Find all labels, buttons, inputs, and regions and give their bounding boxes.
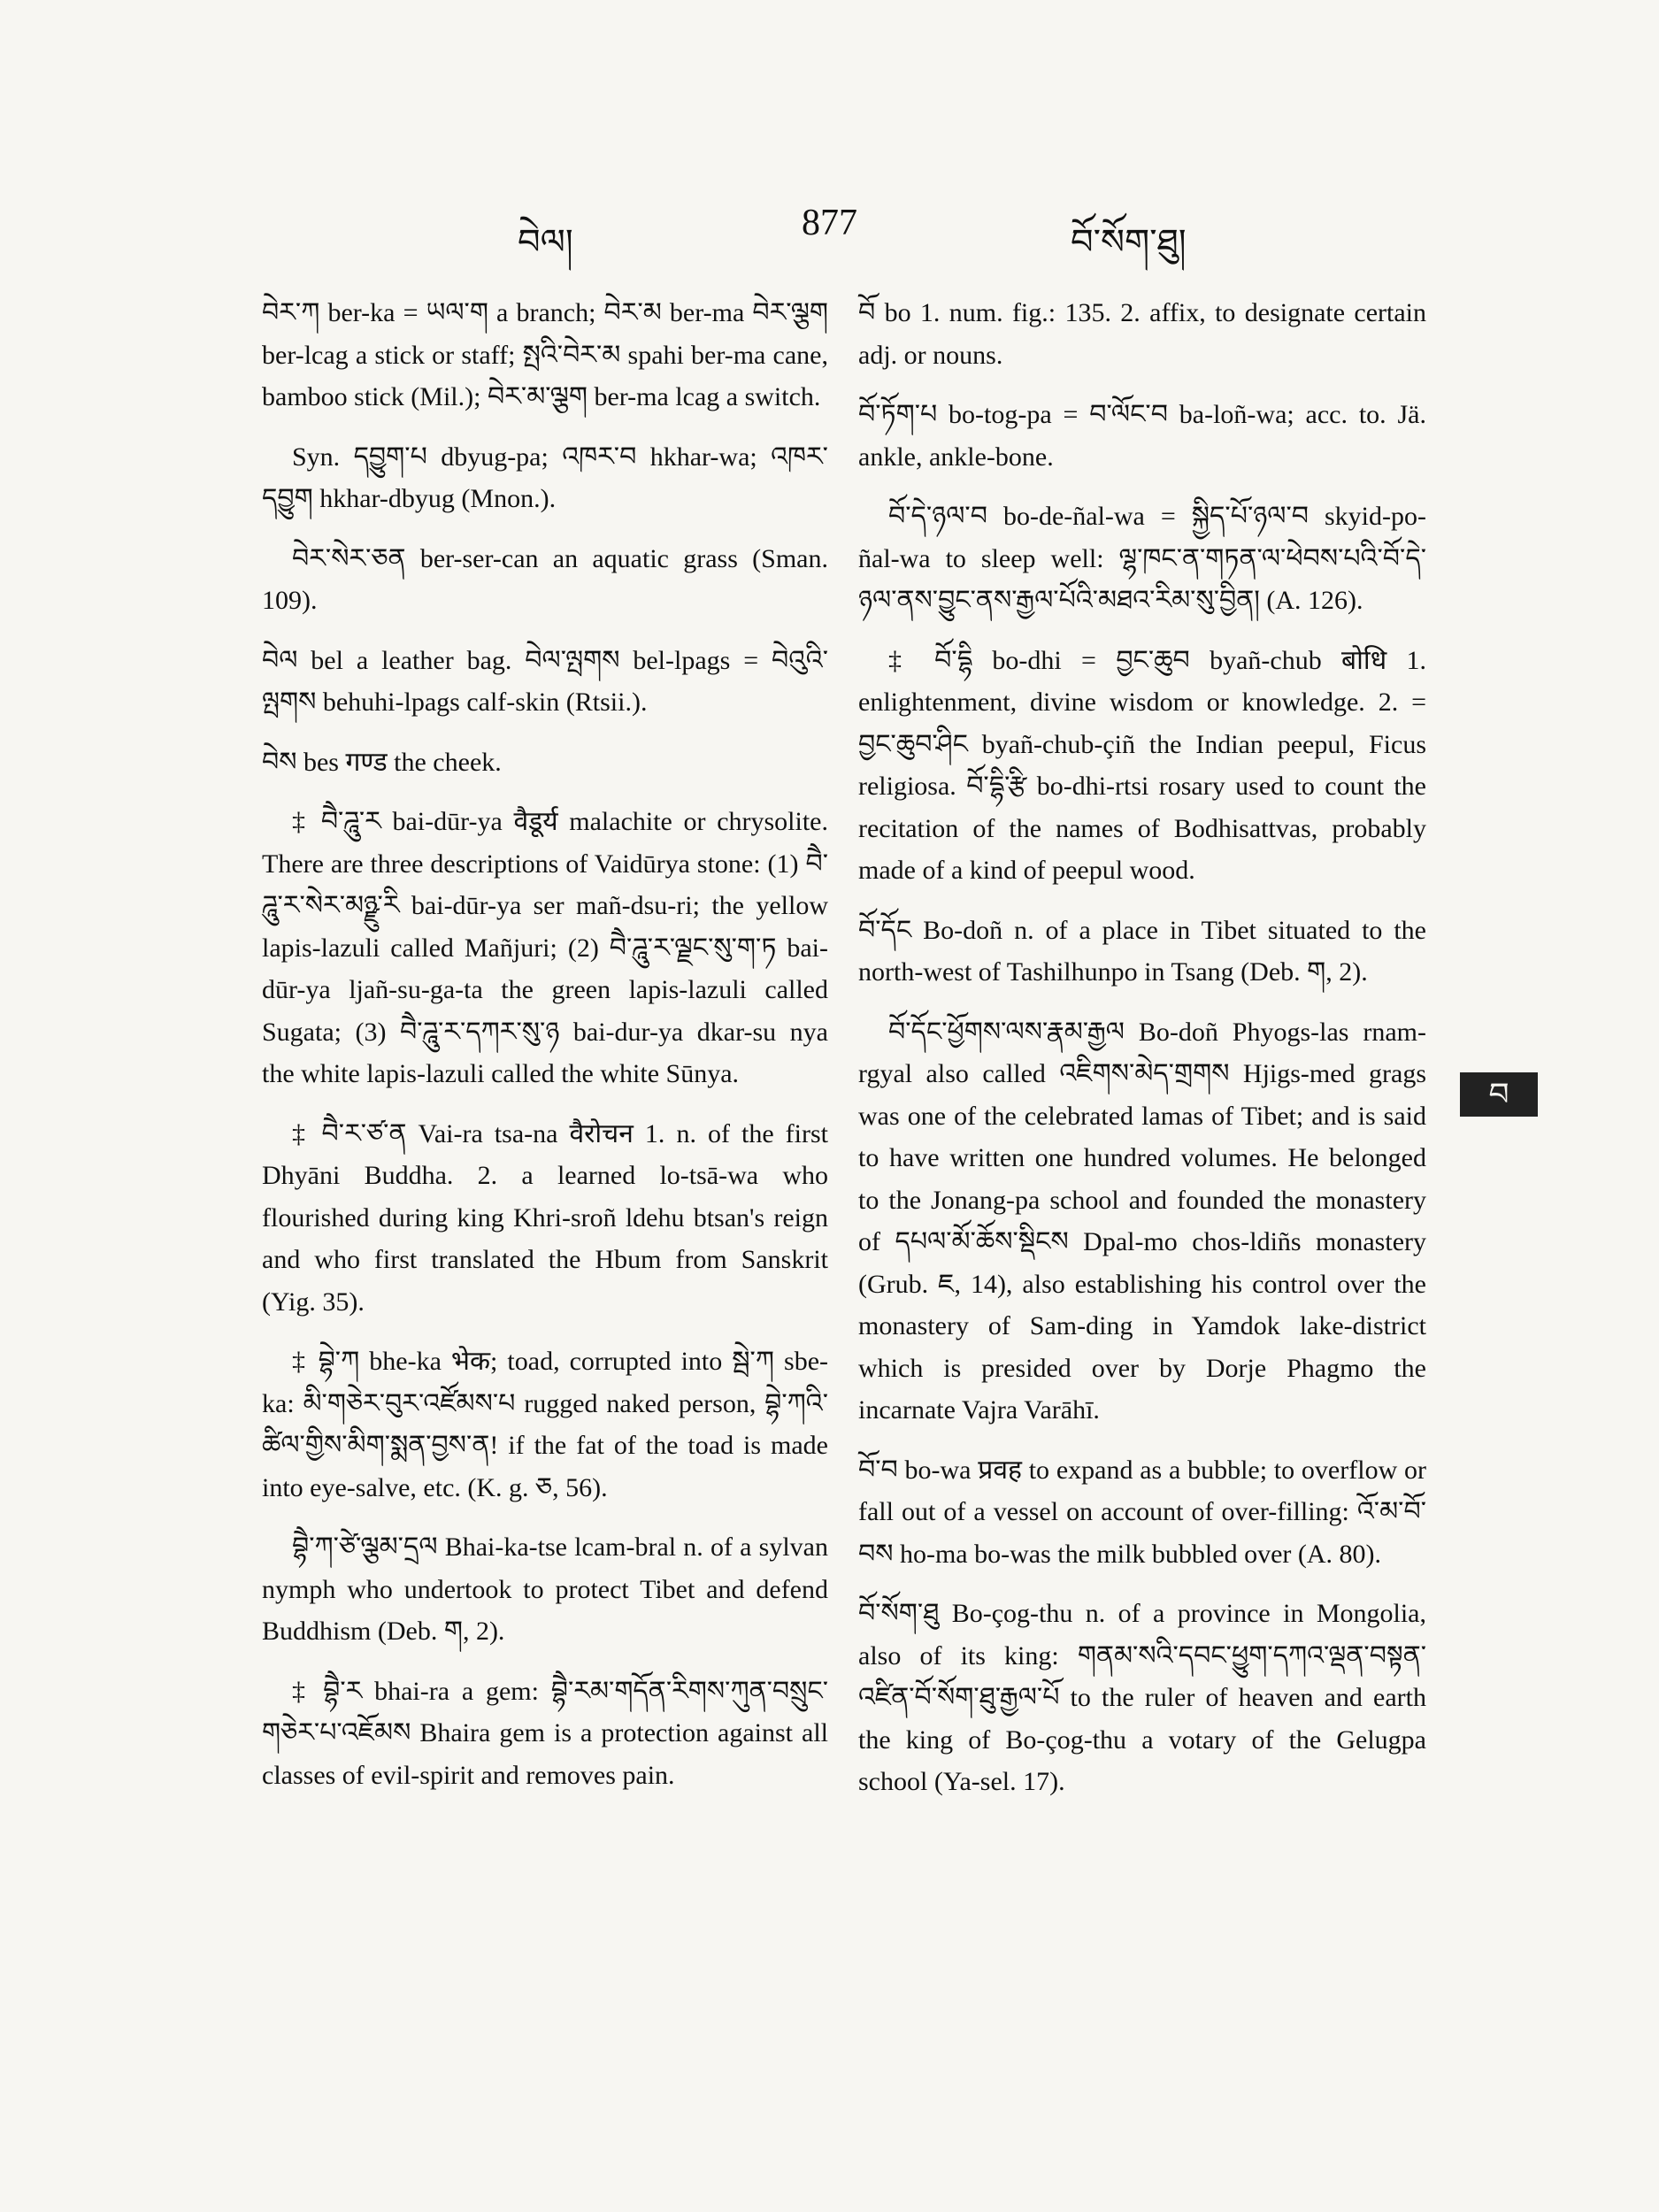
dictionary-entry: བེས bes गण्ड the cheek.	[262, 747, 502, 777]
dictionary-entry: ‡ བྷཻ་ར bhai-ra a gem: བྷཻ་རམ་གདོན་རིགས་ཀུན་བསྲུང་གཅེར་པ་འཇོམས Bhaira gem is a protection against all classes of evil-spirit and removes pain.	[262, 1676, 828, 1790]
dictionary-entry: བེར་ཀ ber-ka = ཡལ་ག a branch; བེར་མ ber-ma བེར་ལྕག ber-lcag a stick or staff; སྤའི་བེར་མ spahi ber-ma cane, bamboo stick (Mil.); བེར་མ་ལྕག ber-ma lcag a switch.	[262, 298, 828, 411]
dictionary-entry: བོ་ཏོག་པ bo-tog-pa = བ་ལོང་བ ba-loñ-wa; acc. to. Jä. ankle, ankle-bone.	[858, 400, 1426, 472]
dictionary-entry: བོ་དོང Bo-doñ n. of a place in Tibet situated to the north-west of Tashilhunpo in Tsang (Deb. ག, 2).	[858, 915, 1426, 987]
thumb-index-mark: བ	[1460, 1072, 1538, 1117]
dictionary-entry: བོ་དེ་ཉལ་བ bo-de-ñal-wa = སྐྱིད་པོ་ཉལ་བ skyid-po-ñal-wa to sleep well: ལྷ་ཁང་ན་གཏན་ལ་ཕེབས་པའི་བོ་དེ་ཉལ་ནས་བྱུང་ནས་རྒྱལ་པོའི་མཐའ་རིམ་སུ་བྱིན། (A. 126).	[858, 502, 1426, 615]
dictionary-entry: བོ་བ bo-wa प्रवह to expand as a bubble; to overflow or fall out of a vessel on account of over-filling: འོ་མ་བོ་བས ho-ma bo-was the milk bubbled over (A. 80).	[858, 1455, 1426, 1569]
dictionary-entry: Syn. དབྱུག་པ dbyug-pa; འཁར་བ hkhar-wa; འཁར་དབྱུག hkhar-dbyug (Mnon.).	[262, 442, 828, 513]
dictionary-entry: ‡ བོ་དྷི bo-dhi = བྱང་ཆུབ byañ-chub बोधि 1. enlightenment, divine wisdom or knowledge. 2. = བྱང་ཆུབ་ཤིང byañ-chub-çiñ the Indian peepul, Ficus religiosa. བོ་དྷི་རྩི bo-dhi-rtsi rosary used to count the recitation of the names of Bodhisattvas, probably made of a kind of peepul wood.	[858, 645, 1426, 885]
dictionary-entry: བོ bo 1. num. fig.: 135. 2. affix, to designate certain adj. or nouns.	[858, 298, 1426, 370]
dictionary-entry: བྷཻ་ཀ་ཙེ་ལྕམ་དྲལ Bhai-ka-tse lcam-bral n. of a sylvan nymph who undertook to protect Tibet and defend Buddhism (Deb. ག, 2).	[262, 1532, 828, 1646]
dictionary-entry: ‡ བཻ་ར་ཙ་ན Vai-ra tsa-na वैरोचन 1. n. of the first Dhyāni Buddha. 2. a learned lo-tsā-wa who flourished during king Khri-sroñ ldehu btsan's reign and who first translated the Hbum from Sanskrit (Yig. 35).	[262, 1118, 828, 1317]
right-column	[858, 292, 1426, 1821]
header-right-word: བོ་སོག་ཐུ།	[1071, 222, 1187, 262]
left-column	[262, 292, 828, 1814]
page-number: 877	[802, 203, 857, 243]
dictionary-entry: བེལ bel a leather bag. བེལ་ལྤགས bel-lpags = བེའུའི་ལྤགས behuhi-lpags calf-skin (Rtsii.).	[262, 645, 828, 717]
page-header	[0, 202, 1659, 262]
dictionary-entry: བོ་དོང་ཕྱོགས་ལས་རྣམ་རྒྱལ Bo-doñ Phyogs-las rnam-rgyal also called འཇིགས་མེད་གྲགས Hjigs-med grags was one of the celebrated lamas of Tibet; and is said to have written one hundred volumes. He belonged to the Jonang-pa school and founded the monastery of དཔལ་མོ་ཆོས་སྡིངས Dpal-mo chos-ldiñs monastery (Grub. ཇ, 14), also establishing his control over the monastery of Sam-ding in Yamdok lake-district which is presided over by Dorje Phagmo the incarnate Vajra Varāhī.	[858, 1017, 1426, 1425]
header-left-word: བེལ།	[518, 222, 573, 262]
dictionary-entry: ‡ བྷེ་ཀ bhe-ka भेक; toad, corrupted into སྦེ་ཀ sbe-ka: མི་གཅེར་བུར་འཛོམས་པ rugged naked person, བྷེ་ཀའི་ཚིལ་གྱིས་མིག་སྨན་བྱས་ན! if the fat of the toad is made into eye-salve, etc. (K. g. ཅ, 56).	[262, 1347, 828, 1502]
dictionary-entry: བོ་སོག་ཐུ Bo-çog-thu n. of a province in Mongolia, also of its king: གནམ་སའི་དབང་ཕྱུག་དཀའ་ལྡན་བསྟན་འཛིན་བོ་སོག་ཐུ་རྒྱལ་པོ to the ruler of heaven and earth the king of Bo-çog-thu a votary of the Gelugpa school (Ya-sel. 17).	[858, 1599, 1426, 1796]
dictionary-entry: བེར་སེར་ཅན ber-ser-can an aquatic grass (Sman. 109).	[262, 543, 828, 615]
dictionary-entry: ‡ བཻ་ཌཱུ་ར bai-dūr-ya वैडूर्य malachite or chrysolite. There are three descriptions of Vaidūrya stone: (1) བཻ་ཌཱུ་ར་སེར་མཉྫུ་རི bai-dūr-ya ser mañ-dsu-ri; the yellow lapis-lazuli called Mañjuri; (2) བཻ་ཌཱུ་ར་ལྗང་སུ་ག་ཏ bai-dūr-ya ljañ-su-ga-ta the green lapis-lazuli called Sugata; (3) བཻ་ཌཱུ་ར་དཀར་སུ་ཉ bai-dur-ya dkar-su nya the white lapis-lazuli called the white Sūnya.	[262, 807, 828, 1088]
